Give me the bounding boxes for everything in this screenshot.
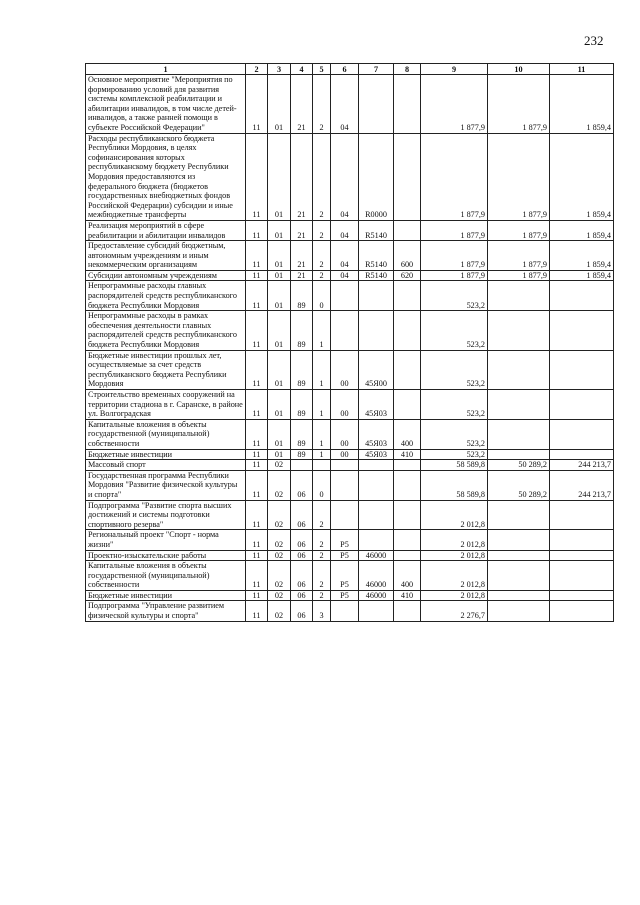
code-cell-col8: 410 [394, 449, 421, 460]
code-cell-col7: 46000 [359, 550, 394, 561]
row-name-cell: Государственная программа Республики Мордовия "Развитие физической культуры и спорта" [86, 470, 246, 500]
code-cell-col3: 01 [268, 449, 291, 460]
amount-cell-col11 [550, 530, 614, 550]
code-cell-col6 [331, 601, 359, 621]
amount-cell-col9: 2 012,8 [421, 590, 488, 601]
code-cell-col2: 11 [246, 75, 268, 134]
amount-cell-col9: 1 877,9 [421, 220, 488, 240]
code-cell-col7 [359, 75, 394, 134]
amount-cell-col10 [488, 590, 550, 601]
row-name-cell: Бюджетные инвестиции прошлых лет, осуществляемые за счет средств республиканского бюджета Республики Мордовия [86, 350, 246, 389]
code-cell-col7: 45Я03 [359, 449, 394, 460]
code-cell-col7 [359, 500, 394, 530]
amount-cell-col9: 523,2 [421, 350, 488, 389]
code-cell-col5: 1 [313, 390, 331, 420]
code-cell-col5: 2 [313, 75, 331, 134]
amount-cell-col11 [550, 601, 614, 621]
amount-cell-col11 [550, 449, 614, 460]
table-row [86, 500, 614, 530]
code-cell-col5: 0 [313, 470, 331, 500]
amount-cell-col10: 1 877,9 [488, 241, 550, 271]
amount-cell-col10: 50 289,2 [488, 470, 550, 500]
code-cell-col5: 2 [313, 590, 331, 601]
code-cell-col3: 01 [268, 75, 291, 134]
code-cell-col7: 46000 [359, 590, 394, 601]
code-cell-col2: 11 [246, 530, 268, 550]
amount-cell-col10: 1 877,9 [488, 220, 550, 240]
amount-cell-col11: 1 859,4 [550, 270, 614, 281]
code-cell-col7: R0000 [359, 133, 394, 220]
code-cell-col8 [394, 470, 421, 500]
code-cell-col4: 89 [291, 281, 313, 311]
code-cell-col2: 11 [246, 561, 268, 591]
amount-cell-col10 [488, 500, 550, 530]
amount-cell-col10 [488, 390, 550, 420]
code-cell-col4: 89 [291, 390, 313, 420]
code-cell-col8: 400 [394, 561, 421, 591]
amount-cell-col9: 58 589,8 [421, 460, 488, 471]
code-cell-col3: 01 [268, 390, 291, 420]
amount-cell-col10 [488, 419, 550, 449]
code-cell-col8 [394, 500, 421, 530]
code-cell-col2: 11 [246, 220, 268, 240]
code-cell-col2: 11 [246, 390, 268, 420]
code-cell-col5: 2 [313, 241, 331, 271]
code-cell-col6: 00 [331, 419, 359, 449]
code-cell-col8 [394, 281, 421, 311]
row-name-cell: Капитальные вложения в объекты государственной (муниципальной) собственности [86, 419, 246, 449]
code-cell-col6: P5 [331, 550, 359, 561]
code-cell-col2: 11 [246, 500, 268, 530]
code-cell-col8: 400 [394, 419, 421, 449]
amount-cell-col11: 1 859,4 [550, 75, 614, 134]
code-cell-col5: 0 [313, 281, 331, 311]
code-cell-col6: 00 [331, 449, 359, 460]
code-cell-col8 [394, 133, 421, 220]
amount-cell-col10 [488, 311, 550, 350]
table-row [86, 350, 614, 389]
table-row [86, 530, 614, 550]
table-row [86, 220, 614, 240]
row-name-cell: Расходы республиканского бюджета Республики Мордовия, в целях софинансирования которых республиканскому бюджету Республики Мордовия предоставляются из федерального бюджета (бюджетов государственных внебюджетных фондов Российской Федерации) субсидии и иные межбюджетные трансферты [86, 133, 246, 220]
amount-cell-col9: 523,2 [421, 311, 488, 350]
code-cell-col8 [394, 311, 421, 350]
code-cell-col5: 2 [313, 550, 331, 561]
code-cell-col6: 04 [331, 270, 359, 281]
table-row [86, 270, 614, 281]
column-header-10: 10 [488, 64, 550, 75]
table-row [86, 390, 614, 420]
code-cell-col6: 00 [331, 390, 359, 420]
amount-cell-col9: 1 877,9 [421, 270, 488, 281]
table-row [86, 550, 614, 561]
code-cell-col5: 2 [313, 561, 331, 591]
code-cell-col5: 2 [313, 220, 331, 240]
code-cell-col6: 00 [331, 350, 359, 389]
amount-cell-col10: 50 289,2 [488, 460, 550, 471]
amount-cell-col9: 58 589,8 [421, 470, 488, 500]
code-cell-col4: 89 [291, 311, 313, 350]
row-name-cell: Проектно-изыскательские работы [86, 550, 246, 561]
code-cell-col7 [359, 311, 394, 350]
code-cell-col6 [331, 470, 359, 500]
code-cell-col3: 01 [268, 220, 291, 240]
amount-cell-col11 [550, 311, 614, 350]
code-cell-col3: 02 [268, 470, 291, 500]
table-row [86, 470, 614, 500]
code-cell-col2: 11 [246, 133, 268, 220]
code-cell-col3: 01 [268, 270, 291, 281]
amount-cell-col11 [550, 281, 614, 311]
table-row [86, 590, 614, 601]
amount-cell-col11: 1 859,4 [550, 220, 614, 240]
table-row [86, 75, 614, 134]
amount-cell-col10 [488, 550, 550, 561]
row-name-cell: Предоставление субсидий бюджетным, автономным учреждениям и иным некоммерческим организациям [86, 241, 246, 271]
code-cell-col4: 21 [291, 133, 313, 220]
code-cell-col5: 2 [313, 133, 331, 220]
amount-cell-col10 [488, 449, 550, 460]
code-cell-col3: 02 [268, 460, 291, 471]
code-cell-col3: 02 [268, 530, 291, 550]
code-cell-col2: 11 [246, 460, 268, 471]
code-cell-col6 [331, 500, 359, 530]
code-cell-col8 [394, 550, 421, 561]
code-cell-col6: 04 [331, 220, 359, 240]
code-cell-col3: 01 [268, 133, 291, 220]
row-name-cell: Реализация мероприятий в сфере реабилитации и абилитации инвалидов [86, 220, 246, 240]
code-cell-col3: 01 [268, 419, 291, 449]
code-cell-col7 [359, 460, 394, 471]
code-cell-col8 [394, 460, 421, 471]
code-cell-col2: 11 [246, 419, 268, 449]
row-name-cell: Субсидии автономным учреждениям [86, 270, 246, 281]
code-cell-col6: 04 [331, 133, 359, 220]
code-cell-col7: R5140 [359, 241, 394, 271]
row-name-cell: Непрограммные расходы главных распорядителей средств республиканского бюджета Республики Мордовия [86, 281, 246, 311]
row-name-cell: Массовый спорт [86, 460, 246, 471]
amount-cell-col10 [488, 561, 550, 591]
table-header-row [86, 64, 614, 75]
amount-cell-col11: 1 859,4 [550, 133, 614, 220]
table-row [86, 241, 614, 271]
code-cell-col5: 3 [313, 601, 331, 621]
code-cell-col6 [331, 460, 359, 471]
amount-cell-col9: 2 012,8 [421, 530, 488, 550]
amount-cell-col9: 2 012,8 [421, 561, 488, 591]
code-cell-col7: 46000 [359, 561, 394, 591]
amount-cell-col9: 1 877,9 [421, 241, 488, 271]
code-cell-col2: 11 [246, 449, 268, 460]
amount-cell-col10: 1 877,9 [488, 133, 550, 220]
row-name-cell: Бюджетные инвестиции [86, 449, 246, 460]
amount-cell-col9: 523,2 [421, 419, 488, 449]
code-cell-col2: 11 [246, 550, 268, 561]
table-body [86, 75, 614, 622]
code-cell-col4: 89 [291, 449, 313, 460]
code-cell-col8: 600 [394, 241, 421, 271]
column-header-8: 8 [394, 64, 421, 75]
row-name-cell: Капитальные вложения в объекты государственной (муниципальной) собственности [86, 561, 246, 591]
code-cell-col2: 11 [246, 350, 268, 389]
row-name-cell: Строительство временных сооружений на территории стадиона в г. Саранске, в районе ул. Волгоградская [86, 390, 246, 420]
code-cell-col5: 1 [313, 350, 331, 389]
code-cell-col6: P5 [331, 530, 359, 550]
amount-cell-col9: 1 877,9 [421, 133, 488, 220]
code-cell-col2: 11 [246, 590, 268, 601]
code-cell-col8 [394, 220, 421, 240]
amount-cell-col11 [550, 590, 614, 601]
code-cell-col4: 06 [291, 550, 313, 561]
code-cell-col2: 11 [246, 241, 268, 271]
amount-cell-col10 [488, 281, 550, 311]
column-header-3: 3 [268, 64, 291, 75]
code-cell-col7: R5140 [359, 220, 394, 240]
code-cell-col2: 11 [246, 311, 268, 350]
code-cell-col7 [359, 281, 394, 311]
table-row [86, 601, 614, 621]
column-header-11: 11 [550, 64, 614, 75]
code-cell-col8: 410 [394, 590, 421, 601]
code-cell-col7: R5140 [359, 270, 394, 281]
code-cell-col4 [291, 460, 313, 471]
code-cell-col7 [359, 470, 394, 500]
amount-cell-col9: 2 012,8 [421, 550, 488, 561]
code-cell-col6: P5 [331, 561, 359, 591]
row-name-cell: Основное мероприятие "Мероприятия по формированию условий для развития системы комплексной реабилитации и абилитации инвалидов, в том числе детей-инвалидов, а также ранней помощи в субъекте Российской Федерации" [86, 75, 246, 134]
row-name-cell: Подпрограмма "Управление развитием физической культуры и спорта" [86, 601, 246, 621]
code-cell-col5: 1 [313, 419, 331, 449]
code-cell-col7 [359, 601, 394, 621]
code-cell-col8 [394, 390, 421, 420]
column-header-4: 4 [291, 64, 313, 75]
code-cell-col3: 01 [268, 311, 291, 350]
amount-cell-col10 [488, 350, 550, 389]
code-cell-col8 [394, 601, 421, 621]
code-cell-col4: 06 [291, 601, 313, 621]
budget-table [85, 63, 614, 622]
code-cell-col6 [331, 311, 359, 350]
column-header-2: 2 [246, 64, 268, 75]
code-cell-col6 [331, 281, 359, 311]
code-cell-col3: 02 [268, 500, 291, 530]
row-name-cell: Региональный проект "Спорт - норма жизни" [86, 530, 246, 550]
amount-cell-col9: 1 877,9 [421, 75, 488, 134]
table-row [86, 460, 614, 471]
amount-cell-col11 [550, 390, 614, 420]
code-cell-col3: 01 [268, 350, 291, 389]
amount-cell-col10 [488, 601, 550, 621]
code-cell-col4: 06 [291, 470, 313, 500]
column-header-1: 1 [86, 64, 246, 75]
code-cell-col8 [394, 350, 421, 389]
amount-cell-col11 [550, 561, 614, 591]
amount-cell-col9: 523,2 [421, 281, 488, 311]
column-header-5: 5 [313, 64, 331, 75]
code-cell-col7 [359, 530, 394, 550]
code-cell-col5: 2 [313, 530, 331, 550]
amount-cell-col11 [550, 550, 614, 561]
amount-cell-col9: 523,2 [421, 390, 488, 420]
column-header-6: 6 [331, 64, 359, 75]
table-row [86, 419, 614, 449]
code-cell-col3: 02 [268, 561, 291, 591]
page-number: 232 [584, 33, 604, 48]
amount-cell-col9: 523,2 [421, 449, 488, 460]
code-cell-col5: 2 [313, 270, 331, 281]
code-cell-col4: 89 [291, 350, 313, 389]
amount-cell-col11: 1 859,4 [550, 241, 614, 271]
amount-cell-col10: 1 877,9 [488, 270, 550, 281]
code-cell-col5 [313, 460, 331, 471]
code-cell-col3: 01 [268, 241, 291, 271]
code-cell-col4: 06 [291, 561, 313, 591]
table-row [86, 281, 614, 311]
row-name-cell: Подпрограмма "Развитие спорта высших достижений и системы подготовки спортивного резерва" [86, 500, 246, 530]
amount-cell-col11 [550, 350, 614, 389]
code-cell-col2: 11 [246, 270, 268, 281]
code-cell-col4: 06 [291, 500, 313, 530]
amount-cell-col9: 2 276,7 [421, 601, 488, 621]
code-cell-col6: 04 [331, 75, 359, 134]
code-cell-col5: 2 [313, 500, 331, 530]
code-cell-col4: 21 [291, 75, 313, 134]
code-cell-col4: 21 [291, 220, 313, 240]
amount-cell-col10 [488, 530, 550, 550]
code-cell-col5: 1 [313, 311, 331, 350]
code-cell-col5: 1 [313, 449, 331, 460]
table-row [86, 449, 614, 460]
row-name-cell: Непрограммные расходы в рамках обеспечения деятельности главных распорядителей средств республиканского бюджета Республики Мордовия [86, 311, 246, 350]
row-name-cell: Бюджетные инвестиции [86, 590, 246, 601]
code-cell-col7: 45Я03 [359, 419, 394, 449]
code-cell-col3: 01 [268, 281, 291, 311]
code-cell-col4: 06 [291, 530, 313, 550]
amount-cell-col11: 244 213,7 [550, 470, 614, 500]
table-row [86, 561, 614, 591]
amount-cell-col11 [550, 500, 614, 530]
code-cell-col8 [394, 75, 421, 134]
amount-cell-col11: 244 213,7 [550, 460, 614, 471]
code-cell-col6: P5 [331, 590, 359, 601]
table-row [86, 133, 614, 220]
code-cell-col2: 11 [246, 281, 268, 311]
code-cell-col8 [394, 530, 421, 550]
code-cell-col4: 06 [291, 590, 313, 601]
column-header-9: 9 [421, 64, 488, 75]
amount-cell-col10: 1 877,9 [488, 75, 550, 134]
code-cell-col7: 45Я00 [359, 350, 394, 389]
code-cell-col3: 02 [268, 590, 291, 601]
amount-cell-col11 [550, 419, 614, 449]
code-cell-col2: 11 [246, 601, 268, 621]
code-cell-col7: 45Я03 [359, 390, 394, 420]
amount-cell-col9: 2 012,8 [421, 500, 488, 530]
code-cell-col6: 04 [331, 241, 359, 271]
code-cell-col8: 620 [394, 270, 421, 281]
code-cell-col3: 02 [268, 550, 291, 561]
column-header-7: 7 [359, 64, 394, 75]
code-cell-col3: 02 [268, 601, 291, 621]
code-cell-col4: 21 [291, 270, 313, 281]
code-cell-col2: 11 [246, 470, 268, 500]
table-row [86, 311, 614, 350]
code-cell-col4: 21 [291, 241, 313, 271]
code-cell-col4: 89 [291, 419, 313, 449]
